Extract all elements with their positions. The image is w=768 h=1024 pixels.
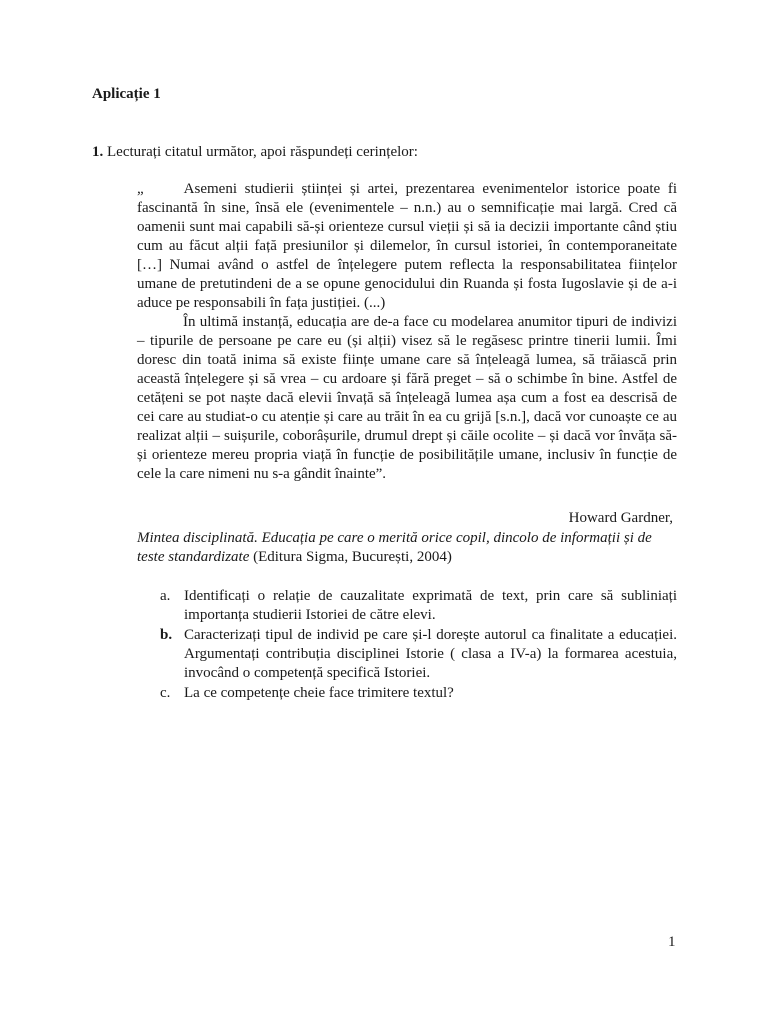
task-item — [160, 587, 677, 625]
task-list — [160, 587, 677, 704]
task-text: Identificați o relație de cauzalitate exprimată de text, prin care să subliniați importanța studierii Istoriei de către elevi. — [184, 588, 677, 623]
quote-paragraph-2: În ultimă instanță, educația are de-a face cu modelarea anumitor tipuri de indivizi – tipurile de persoane pe care eu (și alții) visez să le regăsesc printre tinerii lumii. Îmi doresc din toată inima să existe ființe umane care să înțeleagă lumea, să trăiască prin această înțelegere și să vrea – cu ardoare și fără preget – să o schimbe în bine. Astfel de cetățeni se pot naște dacă elevii învață să înțeleagă lumea așa cum a fost ea descrisă de cei care au studiat-o cu atenție și care au trăit în ea cu grijă [s.n.], dacă vor cunoaște ce au realizat alții – suișurile, coborâșurile, drumul drept și căile ocolite – și dacă vor învăța să-și orienteze mereu propria viață în funcție de posibilitățile umane, inclusiv în funcție de cele la care nimeni nu s-a gândit înainte”. — [137, 314, 677, 482]
question-text: Lecturați citatul următor, apoi răspundeți cerințelor: — [103, 144, 418, 160]
document-title: Aplicație 1 — [92, 86, 161, 102]
question-number: 1. — [92, 144, 104, 160]
task-text: Caracterizați tipul de individ pe care și-l dorește autorul ca finalitate a educației. Argumentați contribuția disciplinei Istorie ( clasa a IV-a) la formarea acestuia, invocând o competență specifică Istoriei. — [184, 627, 677, 681]
task-item — [160, 626, 677, 683]
quote-block — [137, 180, 677, 484]
question-1 — [92, 144, 418, 161]
task-label: b. — [160, 627, 173, 643]
quote-author: Howard Gardner, — [568, 510, 673, 526]
page-number: 1 — [668, 934, 676, 950]
task-text: La ce competențe cheie face trimitere textul? — [184, 685, 454, 701]
task-label: a. — [160, 588, 171, 604]
quote-paragraph-1-text: Asemeni studierii științei și artei, prezentarea evenimentelor istorice poate fi fascinantă în sine, însă ele (evenimentele – n.n.) au o semnificație mai largă. Cred că oamenii sunt mai capabili să-și orienteze cursul vieții și să ia decizii importante când știu cum au făcut alții față presiunilor și dilemelor, în cursul istoriei, în contemporaneitate […] Numai având o astfel de înțelegere putem reflecta la responsabilitatea ființelor umane de pretutindeni de a se opune genocidului din Ruanda și fosta Iugoslavie și de a-i aduce pe responsabili în fața justiției. (...) — [137, 181, 677, 311]
source-publisher: (Editura Sigma, București, 2004) — [249, 549, 452, 565]
quote-paragraph-1 — [137, 180, 677, 313]
source-title: Mintea disciplinată. Educația pe care o merită orice copil, dincolo de informații și de teste standardizate — [137, 530, 652, 565]
task-item — [160, 684, 677, 703]
quote-source — [137, 529, 677, 567]
task-label: c. — [160, 685, 171, 701]
quote-opening-mark: „ — [137, 181, 144, 197]
